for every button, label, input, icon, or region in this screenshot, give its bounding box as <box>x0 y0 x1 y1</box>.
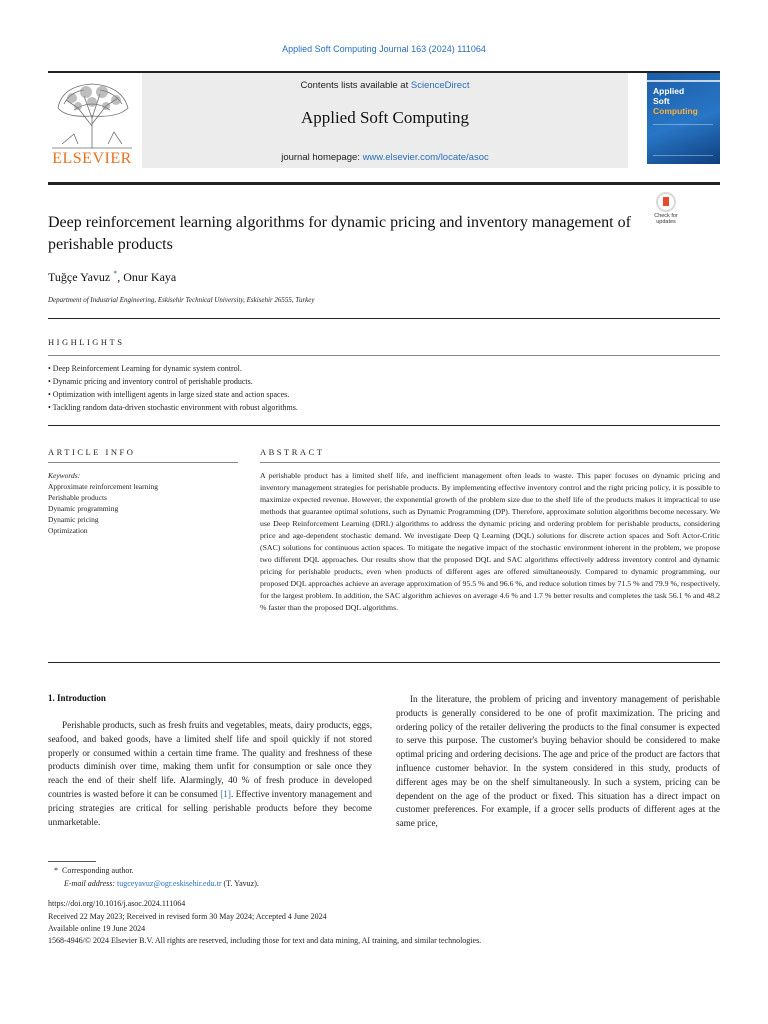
abstract-heading: ABSTRACT <box>260 447 325 457</box>
highlight-item: • Deep Reinforcement Learning for dynamic system control. <box>48 364 242 373</box>
email-label: E-mail address: <box>64 879 116 888</box>
article-info-heading: ARTICLE INFO <box>48 447 136 457</box>
abstract-rule <box>260 462 720 463</box>
contents-prefix: Contents lists available at <box>300 80 411 91</box>
journal-name: Applied Soft Computing <box>300 108 470 127</box>
section-heading-introduction: 1. Introduction <box>48 693 106 703</box>
abstract-text: A perishable product has a limited shelf life, and inefficient management often leads to waste. This paper focuses on dynamic pricing and inventory management strategies for perishable products. By implementing effective inventory control and the right pricing policy, it is possible to maximize expected revenue. However, the exponential growth of the problem size due to the shelf life of the products makes it impractical to use methods that guarantee optimal solutions, such as Dynamic Programming (DP). Therefore, approximate solution algorithms become necessary. We use Deep Reinforcement Learning (DRL) algorithms to address the dynamic pricing and ordering problem for perishable products, considering price and age-dependent stochastic demand. We investigate Deep Q Learning (DQL) solutions for discrete action spaces and Soft Actor-Critic (SAC) solutions for continuous action spaces. To mitigate the negative impact of the stochastic environment inherent in the problem, we propose two different DQL approaches. Our results show that the proposed DQL and SAC algorithms effectively address inventory control and dynamic pricing for perishable products, even when products of different ages are offered simultaneously. Compared to dynamic programming, our proposed DQL approaches achieve an average approximation of 95.5 % and 96.6 %, and reduce solution times by 71.5 % and 79.9 %, respectively, for the largest problem. In addition, the SAC algorithm achieves on average 4.6 % and 1.7 % better results and completes the task 56.1 % and 48.2 % faster than the proposed DQL algorithms. <box>260 471 720 612</box>
cover-title <box>653 86 698 116</box>
keywords-list <box>48 481 158 536</box>
intro-paragraph-1 <box>48 719 372 829</box>
highlights-top-rule <box>48 318 720 319</box>
footnote-mark: * <box>54 866 58 875</box>
homepage-line <box>142 152 628 163</box>
email-suffix: (T. Yavuz). <box>221 879 259 888</box>
abstract-bottom-rule <box>48 662 720 663</box>
copyright-line: 1568-4946/© 2024 Elsevier B.V. All rights are reserved, including those for text and data mining, AI training, and similar technologies. <box>48 936 482 945</box>
email-link[interactable]: tugceyavuz@ogr.eskisehir.edu.tr <box>117 879 222 888</box>
keywords-label: Keywords: <box>48 471 81 480</box>
author-2[interactable]: , Onur Kaya <box>117 270 177 284</box>
author-list <box>48 269 176 285</box>
cover-line-2: Soft <box>653 96 670 106</box>
received-dates: Received 22 May 2023; Received in revised form 30 May 2024; Accepted 4 June 2024 <box>48 912 327 921</box>
sciencedirect-link[interactable]: ScienceDirect <box>410 80 470 91</box>
header-bottom-rule <box>48 182 720 185</box>
highlight-item: • Dynamic pricing and inventory control of perishable products. <box>48 377 253 386</box>
available-online: Available online 19 June 2024 <box>48 924 146 933</box>
intro-p1-text: Perishable products, such as fresh fruits and vegetables, meats, dairy products, eggs, seafood, and baked goods, have a limited shelf life and spoil quickly if not stored properly or consumed within a certain time frame. The quality and freshness of these products diminish over time, making them unfit for consumption or sale once they reach the end of their shelf life. Alarmingly, 40 % of fresh produce in developed countries is wasted before it can be consumed <box>48 720 372 799</box>
elsevier-tree-icon <box>48 78 136 150</box>
footnote-corresponding <box>54 866 134 875</box>
badge-label: Check for updates <box>654 213 678 225</box>
citation-link[interactable]: [1] <box>220 788 231 799</box>
publisher-wordmark: ELSEVIER <box>52 150 132 167</box>
highlights-bottom-rule <box>48 425 720 426</box>
affiliation: Department of Industrial Engineering, Eskisehir Technical University, Eskisehir 26555, Turkey <box>48 296 315 304</box>
intro-column-right <box>396 693 720 831</box>
journal-banner <box>142 72 628 168</box>
keyword: Perishable products <box>48 493 107 502</box>
keyword: Dynamic programming <box>48 504 119 513</box>
highlight-item: • Tackling random data-driven stochastic environment with robust algorithms. <box>48 403 298 412</box>
cover-decoration <box>653 124 713 156</box>
cover-band <box>647 80 720 82</box>
article-title: Deep reinforcement learning algorithms for dynamic pricing and inventory management of perishable products <box>48 214 631 253</box>
article-info-rule <box>48 462 238 463</box>
elsevier-logo[interactable] <box>48 78 136 168</box>
header-top-rule <box>48 71 720 73</box>
footnote-email <box>64 879 259 888</box>
homepage-link[interactable]: www.elsevier.com/locate/asoc <box>362 152 489 163</box>
contents-line <box>142 80 628 91</box>
check-updates-icon <box>656 192 676 212</box>
author-1[interactable]: Tuğçe Yavuz <box>48 270 111 284</box>
doi-link[interactable]: https://doi.org/10.1016/j.asoc.2024.111064 <box>48 899 186 908</box>
cover-line-3: Computing <box>653 106 698 116</box>
intro-paragraph-2: In the literature, the problem of pricing and inventory management of perishable products is generally considered to be one of profit maximization. The pricing and ordering policy of the retailer delivering the products to the final consumer is expected to serve this purpose. The customer's buying behavior should be considered to make optimal pricing and ordering decisions. The age and price of the product are factors that influence customer behavior. In the system considered in this study, products of different ages may be on the shelf simultaneously. In such a system, pricing can be dependent on the age of the product or fixed. This situation has a direct impact on customer preferences. For example, if a grocer sells products of different ages at the same price, <box>396 694 720 829</box>
keyword: Approximate reinforcement learning <box>48 482 158 491</box>
corresponding-author-mark[interactable]: * <box>113 269 118 278</box>
highlights-list <box>48 362 720 414</box>
footnote-text: Corresponding author. <box>62 866 134 875</box>
highlight-item: • Optimization with intelligent agents in large sized state and action spaces. <box>48 390 290 399</box>
homepage-prefix: journal homepage: <box>281 152 363 163</box>
footnote-rule <box>48 861 96 862</box>
cover-line-1: Applied <box>653 86 685 96</box>
highlights-heading: HIGHLIGHTS <box>48 337 125 347</box>
check-for-updates-badge[interactable] <box>646 192 686 228</box>
intro-column-left <box>48 719 372 829</box>
keyword: Dynamic pricing <box>48 515 99 524</box>
highlights-divider <box>48 355 720 356</box>
keyword: Optimization <box>48 526 88 535</box>
journal-cover[interactable] <box>647 72 720 164</box>
journal-reference[interactable]: Applied Soft Computing Journal 163 (2024) 111064 <box>282 44 486 54</box>
intro-p1-text-cont: . Effective inventory management and pricing strategies are critical for selling perishable products before they become unmarketable. <box>48 788 372 827</box>
